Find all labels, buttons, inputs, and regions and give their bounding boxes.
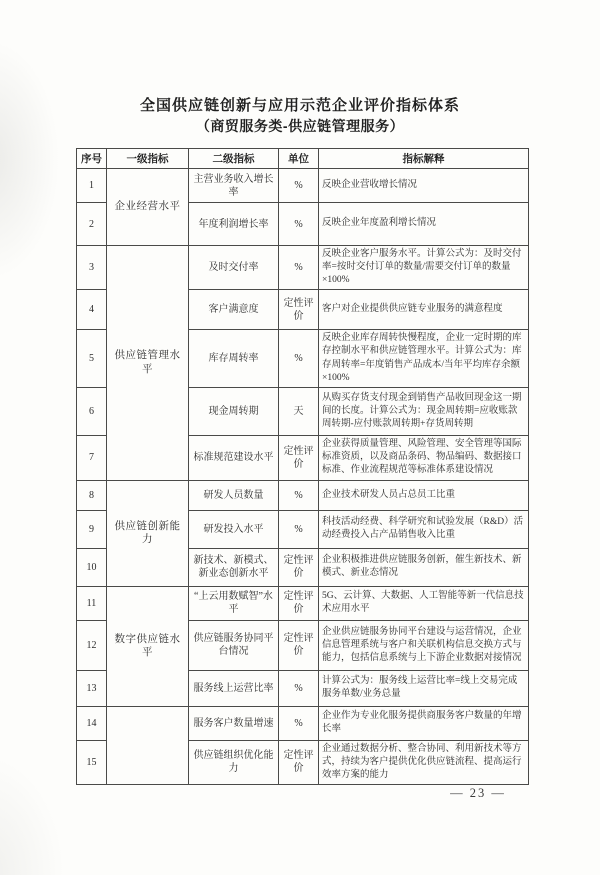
description-cell: 5G、云计算、大数据、人工智能等新一代信息技术应用水平 [319,586,529,620]
description-cell: 反映企业库存周转快慢程度，企业一定时期的库存控制水平和供应链管理水平。计算公式为：库存周转率=年度销售产品成本/当年平均库存余额×100% [319,330,529,387]
description-cell: 反映企业客户服务水平。计算公式为：及时交付率=按时交付订单的数量/需要交付订单的数量×100% [319,246,529,290]
row-number-cell: 14 [77,706,107,740]
level2-indicator-cell: 标准规范建设水平 [189,435,279,480]
page-number: — 23 — [450,786,506,800]
table-row [77,480,529,510]
level2-indicator-cell: 研发投入水平 [189,510,279,548]
row-number-cell: 6 [77,387,107,435]
row-number-cell: 7 [77,435,107,480]
description-cell: 企业获得质量管理、风险管理、安全管理等国际标准资质，以及商品条码、物品编码、数据接口标准、作业流程规范等标准体系建设情况 [319,435,529,480]
title-line-2: （商贸服务类-供应链管理服务） [195,118,405,134]
level1-indicator-cell: 供应链创新能力 [107,480,189,586]
level1-indicator-cell: 供应链管理水平 [107,246,189,481]
unit-cell: % [279,169,319,203]
column-header-0: 序号 [77,149,107,169]
description-cell: 企业作为专业化服务提供商服务客户数量的年增长率 [319,706,529,740]
description-cell: 科技活动经费、科学研究和试验发展（R&D）活动经费投入占产品销售收入比重 [319,510,529,548]
level2-indicator-cell: 新技术、新模式、新业态创新水平 [189,548,279,586]
description-cell: 客户对企业提供供应链专业服务的满意程度 [319,290,529,330]
unit-cell: % [279,246,319,290]
level2-indicator-cell: 现金周转期 [189,387,279,435]
table-row [77,246,529,290]
column-header-2: 二级指标 [189,149,279,169]
unit-cell: 定性评价 [279,290,319,330]
level2-indicator-cell: 库存周转率 [189,330,279,387]
level2-indicator-cell: 客户满意度 [189,290,279,330]
level1-indicator-cell: 企业经营水平 [107,169,189,246]
description-cell: 企业供应链服务协同平台建设与运营情况，企业信息管理系统与客户和关联机构信息交换方式与能力，包括信息系统与上下游企业数据对接情况 [319,620,529,670]
unit-cell: 定性评价 [279,740,319,784]
unit-cell: 天 [279,387,319,435]
unit-cell: % [279,330,319,387]
level2-indicator-cell: 服务客户数量增速 [189,706,279,740]
unit-cell: % [279,706,319,740]
unit-cell: 定性评价 [279,548,319,586]
row-number-cell: 4 [77,290,107,330]
column-header-3: 单位 [279,149,319,169]
scan-artifact [0,40,60,280]
row-number-cell: 9 [77,510,107,548]
unit-cell: 定性评价 [279,435,319,480]
table-row [77,169,529,203]
unit-cell: % [279,510,319,548]
description-cell: 企业通过数据分析、整合协同、利用新技术等方式，持续为客户提供优化供应链流程、提高运行效率方案的能力 [319,740,529,784]
table-header-row [77,149,529,169]
row-number-cell: 2 [77,203,107,246]
page-title [0,94,600,136]
description-cell: 从购买存货支付现金到销售产品收回现金这一期间的长度。计算公式为：现金周转期=应收账款周转期-应付账款周转期+存货周转期 [319,387,529,435]
row-number-cell: 5 [77,330,107,387]
level2-indicator-cell: 服务线上运营比率 [189,670,279,706]
column-header-1: 一级指标 [107,149,189,169]
row-number-cell: 8 [77,480,107,510]
description-cell: 企业技术研发人员占总员工比重 [319,480,529,510]
level2-indicator-cell: 及时交付率 [189,246,279,290]
level1-indicator-cell [107,706,189,784]
level2-indicator-cell: “上云用数赋智”水平 [189,586,279,620]
description-cell: 反映企业年度盈利增长情况 [319,203,529,246]
unit-cell: % [279,670,319,706]
title-line-1: 全国供应链创新与应用示范企业评价指标体系 [139,97,460,114]
level2-indicator-cell: 研发人员数量 [189,480,279,510]
column-header-4: 指标解释 [319,149,529,169]
scan-artifact [0,755,65,875]
unit-cell: 定性评价 [279,620,319,670]
description-cell: 反映企业营收增长情况 [319,169,529,203]
description-cell: 计算公式为：服务线上运营比率=线上交易完成服务单数/业务总量 [319,670,529,706]
row-number-cell: 13 [77,670,107,706]
row-number-cell: 3 [77,246,107,290]
description-cell: 企业积极推进供应链服务创新，催生新技术、新模式、新业态情况 [319,548,529,586]
unit-cell: % [279,203,319,246]
row-number-cell: 11 [77,586,107,620]
table-row [77,706,529,740]
row-number-cell: 1 [77,169,107,203]
indicator-table [76,148,529,785]
level1-indicator-cell: 数字供应链水平 [107,586,189,706]
unit-cell: 定性评价 [279,586,319,620]
level2-indicator-cell: 主营业务收入增长率 [189,169,279,203]
row-number-cell: 15 [77,740,107,784]
table-row [77,586,529,620]
level2-indicator-cell: 供应链组织优化能力 [189,740,279,784]
unit-cell: % [279,480,319,510]
level2-indicator-cell: 供应链服务协同平台情况 [189,620,279,670]
row-number-cell: 12 [77,620,107,670]
level2-indicator-cell: 年度利润增长率 [189,203,279,246]
row-number-cell: 10 [77,548,107,586]
